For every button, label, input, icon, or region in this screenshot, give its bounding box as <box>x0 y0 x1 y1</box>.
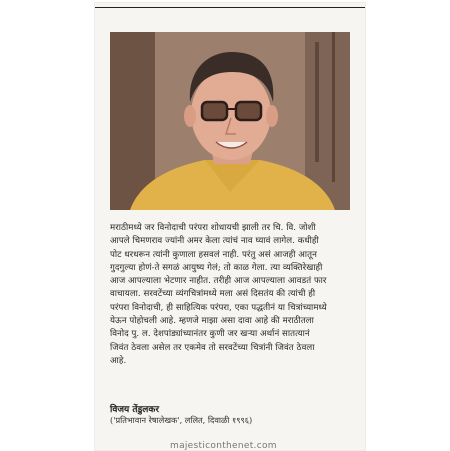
watermark: majesticonthenet.com <box>170 441 277 451</box>
paragraph-line: येऊन पोहोचली आहे. म्हणजे माझा असा दावा आहे की मराठीतला <box>110 316 314 327</box>
paragraph-line: पोट धरधरून त्यांनी कुणाला हसवलं नाही. परंतु असं आजही आतून <box>110 249 317 260</box>
source-citation: ('प्रतिभावान रेषालेखक', ललित, दिवाळी १९९६) <box>110 415 253 425</box>
author-portrait-photo <box>110 32 350 210</box>
paragraph-line: आपले चिमणराव ज्यांनी अमर केला त्यांचं नाव घ्यावं लागेल. कधीही <box>110 236 319 247</box>
paragraph-line: जिवंत ठेवला असेल तर एकमेव तो सरवटेंच्या चित्रांनी जिवंत ठेवला <box>110 342 315 353</box>
paragraph-line: आज आपल्याला भेटणार नाहीत. तरीही आज आपल्याला आवडतं फार <box>110 276 327 287</box>
paragraph-line: वाचायला. सरवटेंच्या व्यंगचित्रांमध्ये मला असं दिसतंय की त्यांची ही <box>110 289 316 300</box>
paragraph-line: मराठीमध्ये जर विनोदाची परंपरा शोधायची झाली तर चि. वि. जोशी <box>110 223 316 233</box>
author-name: विजय तेंडुलकर <box>110 405 160 415</box>
top-rule <box>95 7 365 8</box>
paragraph-line: गुदगुल्या होणं-ते सगळं आयुष्य गेलं; तो काळ गेला. त्या व्यक्तिरेखाही <box>110 262 323 273</box>
paragraph-line: परंपरा विनोदाची, ही साहित्यिक परंपरा, एका पद्धतीनं या चित्रांच्यामध्ये <box>110 302 327 313</box>
portrait-illustration <box>110 32 350 210</box>
body-paragraph <box>110 222 350 368</box>
paragraph-line: विनोद पु. ल. देशपांड्यांच्यानंतर कुणी जर खऱ्या अर्थानं सातत्यानं <box>110 329 310 340</box>
paragraph-line: आहे. <box>110 355 127 366</box>
